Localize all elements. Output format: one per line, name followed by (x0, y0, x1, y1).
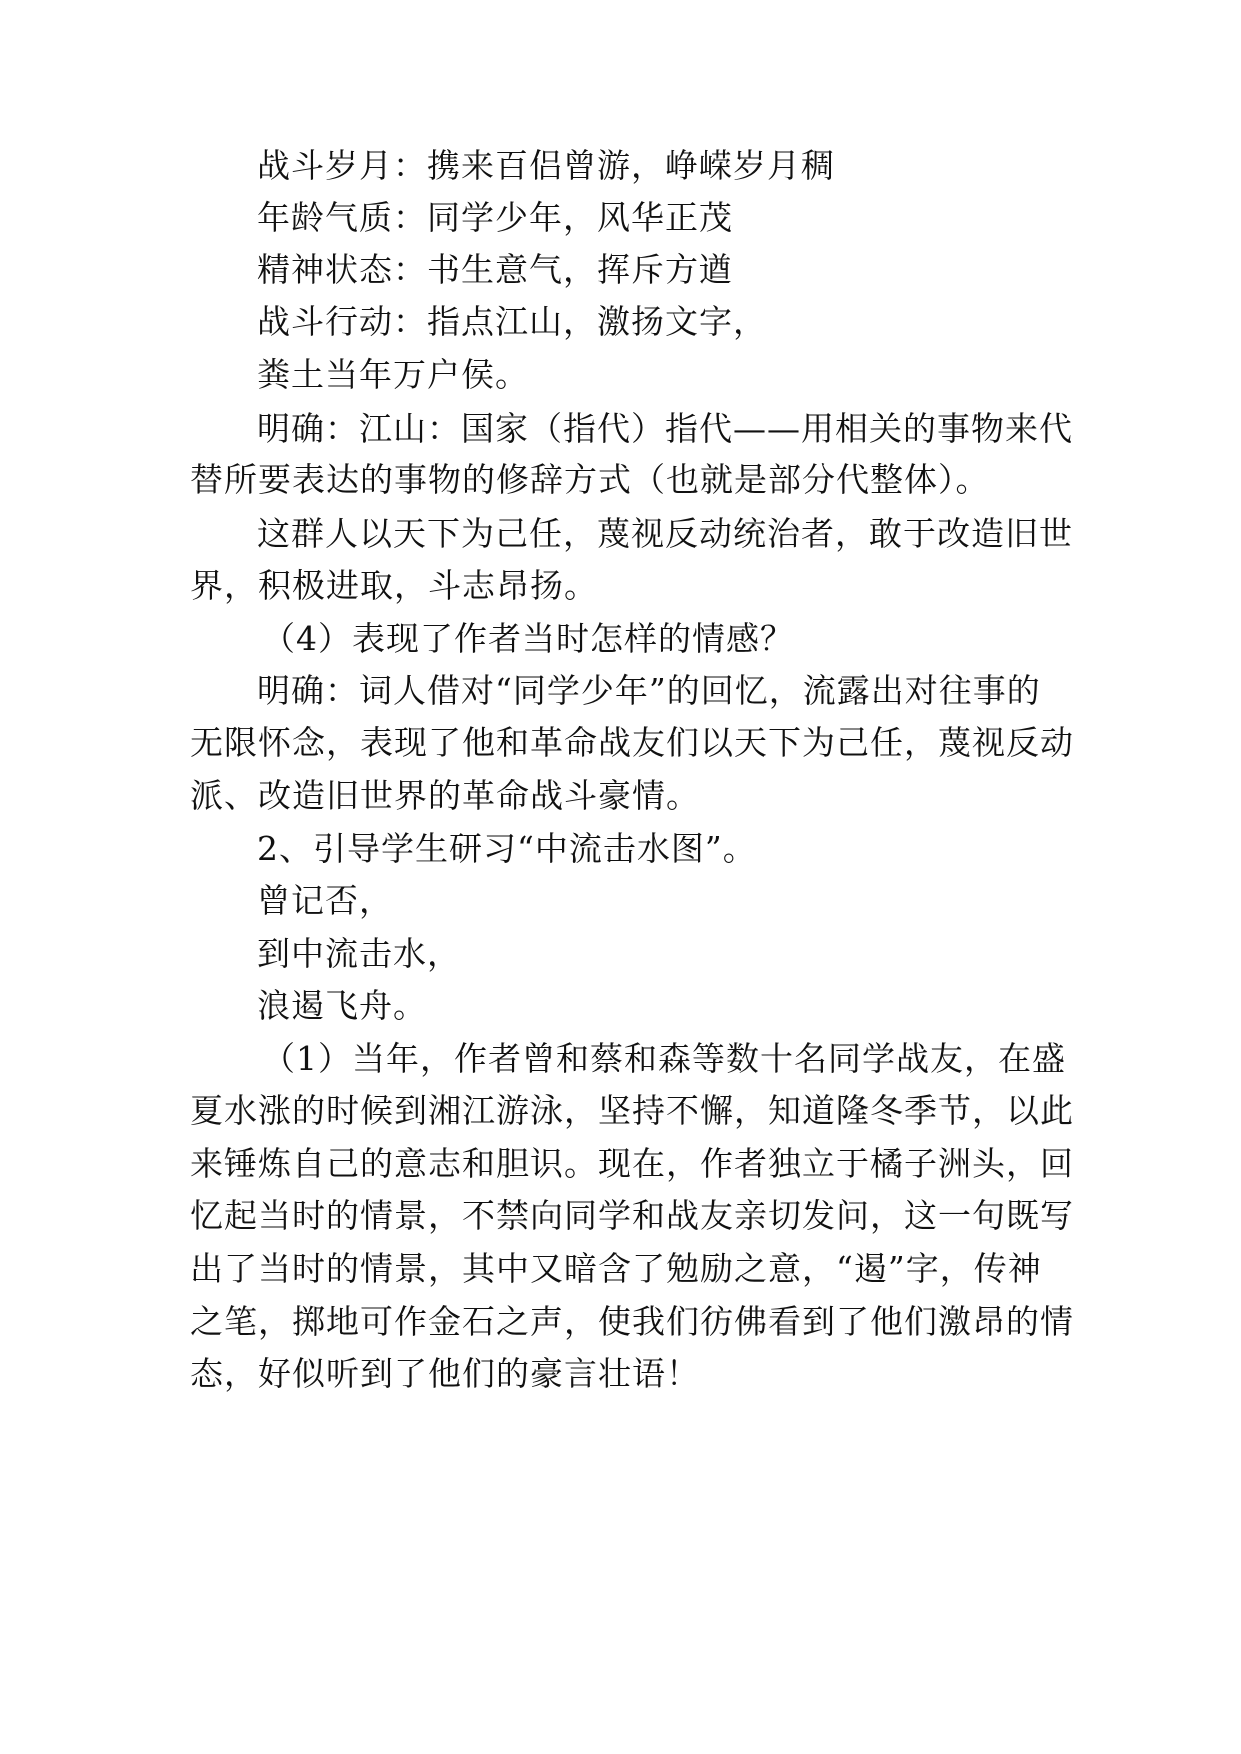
text-line: 界，积极进取，斗志昂扬。 (190, 566, 598, 605)
text-line: （1）当年，作者曾和蔡和森等数十名同学战友，在盛 (262, 1039, 1066, 1078)
text-line: 年龄气质：同学少年，风华正茂 (257, 198, 733, 237)
text-line: 来锤炼自己的意志和胆识。现在，作者独立于橘子洲头，回 (190, 1144, 1074, 1183)
text-line: 无限怀念，表现了他和革命战友们以天下为己任，蔑视反动 (190, 723, 1074, 762)
text-line: 战斗行动：指点江山，激扬文字， (257, 302, 767, 341)
text-line: 精神状态：书生意气，挥斥方遒 (257, 250, 733, 289)
text-line: 明确：江山：国家（指代）指代——用相关的事物来代 (257, 409, 1073, 448)
text-line: 明确：词人借对“同学少年”的回忆，流露出对往事的 (257, 671, 1041, 710)
text-line: 曾记否， (257, 881, 393, 920)
text-line: 粪土当年万户侯。 (257, 355, 529, 394)
text-line: （4）表现了作者当时怎样的情感？ (262, 619, 794, 658)
text-line: 夏水涨的时候到湘江游泳，坚持不懈，知道隆冬季节，以此 (190, 1091, 1074, 1130)
text-line: 出了当时的情景，其中又暗含了勉励之意，“遏”字，传神 (190, 1249, 1042, 1288)
text-line: 替所要表达的事物的修辞方式（也就是部分代整体）。 (190, 460, 990, 499)
text-line: 派、改造旧世界的革命战斗豪情。 (190, 776, 700, 815)
text-line: 之笔，掷地可作金石之声，使我们彷佛看到了他们激昂的情 (190, 1302, 1074, 1341)
text-line: 战斗岁月：携来百侣曾游，峥嵘岁月稠 (257, 146, 835, 185)
text-line: 2、引导学生研习“中流击水图”。 (257, 829, 757, 868)
text-line: 态，好似听到了他们的豪言壮语！ (190, 1354, 700, 1393)
text-line: 忆起当时的情景，不禁向同学和战友亲切发问，这一句既写 (190, 1196, 1074, 1235)
text-line: 这群人以天下为己任，蔑视反动统治者，敢于改造旧世 (257, 514, 1073, 553)
text-line: 浪遏飞舟。 (257, 986, 427, 1025)
text-line: 到中流击水， (257, 934, 461, 973)
